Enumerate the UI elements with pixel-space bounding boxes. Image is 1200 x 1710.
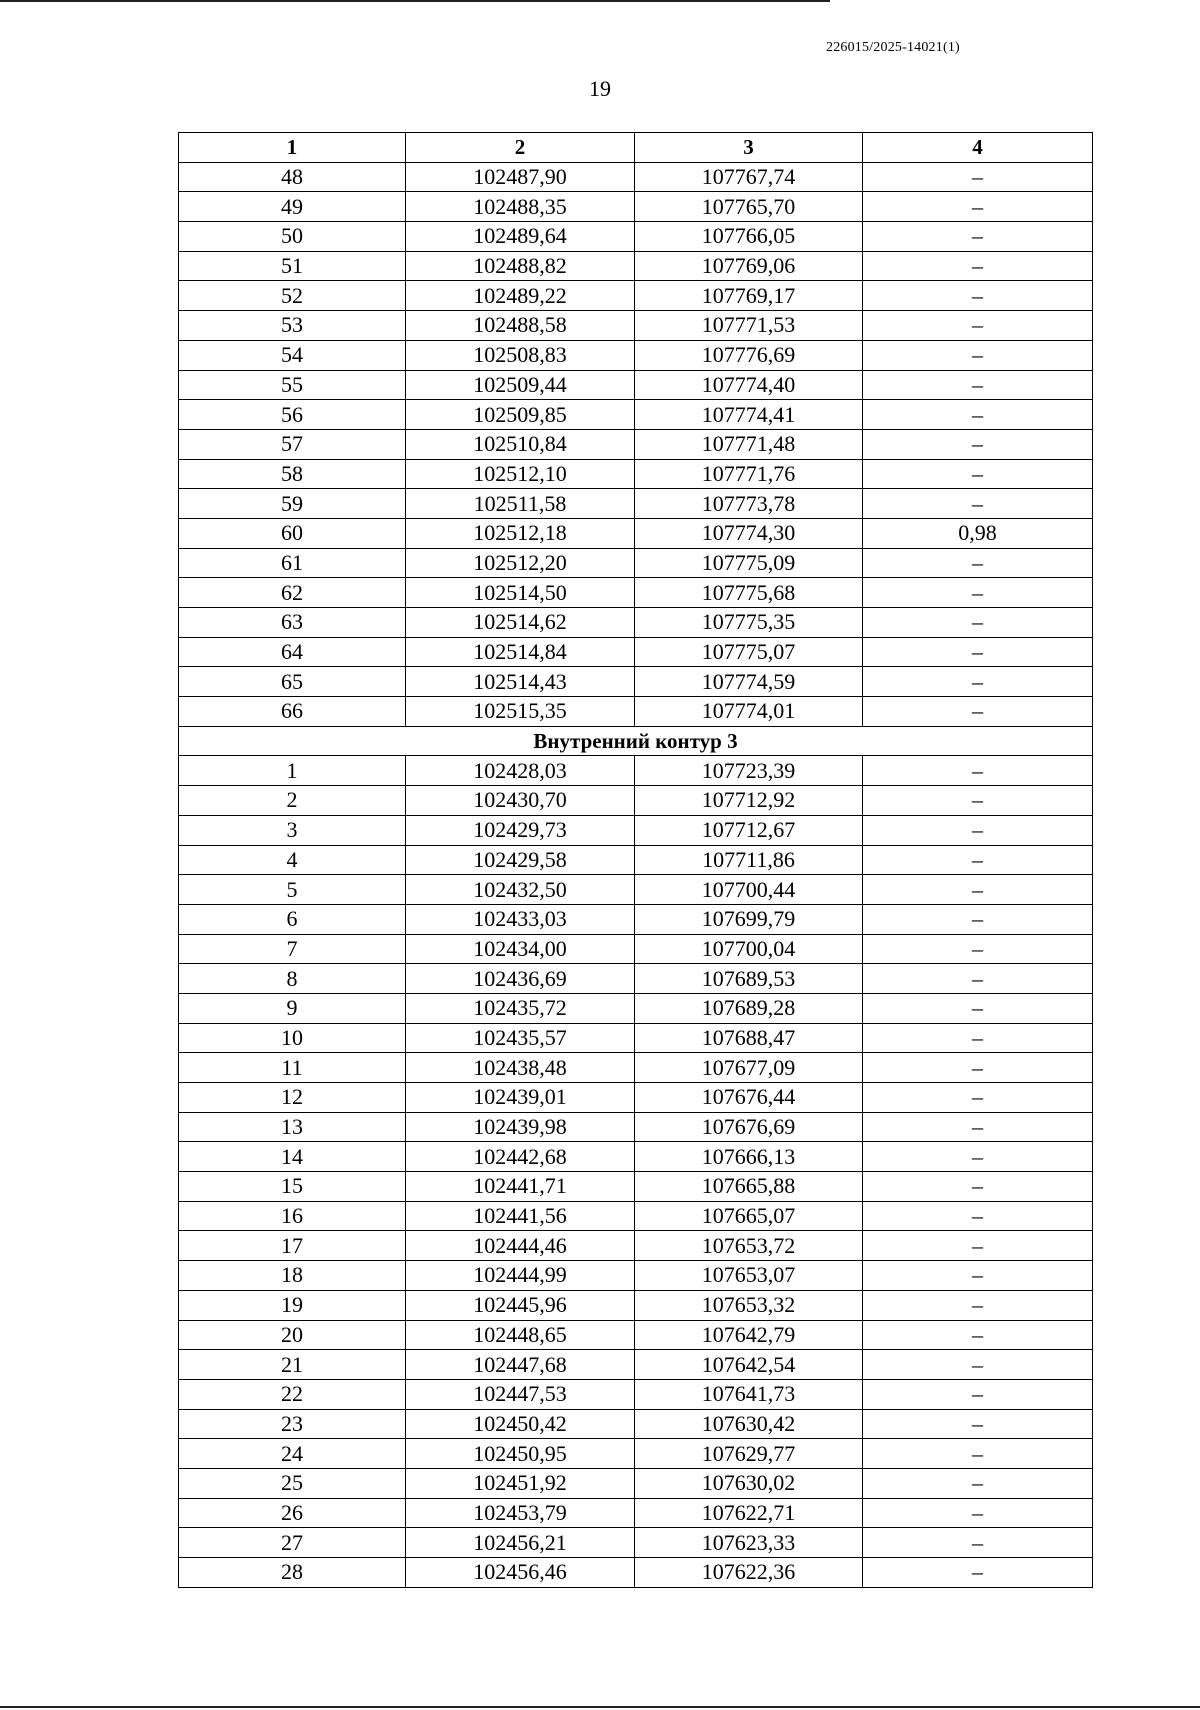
point-number-cell: 59 [179,489,406,519]
x-coordinate-cell: 102514,84 [406,637,635,667]
y-coordinate-cell: 107711,86 [635,845,863,875]
y-coordinate-cell: 107771,76 [635,459,863,489]
y-coordinate-cell: 107765,70 [635,192,863,222]
value-cell: – [863,1320,1093,1350]
point-number-cell: 23 [179,1409,406,1439]
point-number-cell: 5 [179,875,406,905]
y-coordinate-cell: 107676,44 [635,1083,863,1113]
value-cell: – [863,904,1093,934]
value-cell: – [863,459,1093,489]
y-coordinate-cell: 107775,68 [635,578,863,608]
y-coordinate-cell: 107622,71 [635,1498,863,1528]
point-number-cell: 55 [179,370,406,400]
y-coordinate-cell: 107774,30 [635,518,863,548]
table-row [179,548,1093,578]
x-coordinate-cell: 102433,03 [406,904,635,934]
y-coordinate-cell: 107653,32 [635,1290,863,1320]
y-coordinate-cell: 107774,40 [635,370,863,400]
table-row [179,1320,1093,1350]
x-coordinate-cell: 102439,98 [406,1112,635,1142]
x-coordinate-cell: 102514,62 [406,608,635,638]
table-header-row [179,133,1093,163]
top-scan-edge [0,0,830,2]
y-coordinate-cell: 107712,67 [635,815,863,845]
point-number-cell: 19 [179,1290,406,1320]
table-row [179,815,1093,845]
point-number-cell: 48 [179,162,406,192]
y-coordinate-cell: 107677,09 [635,1053,863,1083]
table-row [179,1112,1093,1142]
value-cell: – [863,1558,1093,1588]
x-coordinate-cell: 102487,90 [406,162,635,192]
y-coordinate-cell: 107629,77 [635,1439,863,1469]
point-number-cell: 9 [179,993,406,1023]
table-body-inner-contour [179,756,1093,1587]
value-cell: – [863,1409,1093,1439]
y-coordinate-cell: 107771,48 [635,429,863,459]
point-number-cell: 15 [179,1172,406,1202]
table-row [179,370,1093,400]
table-row [179,697,1093,727]
table-row [179,1558,1093,1588]
point-number-cell: 58 [179,459,406,489]
y-coordinate-cell: 107774,01 [635,697,863,727]
y-coordinate-cell: 107642,79 [635,1320,863,1350]
y-coordinate-cell: 107689,53 [635,964,863,994]
point-number-cell: 7 [179,934,406,964]
x-coordinate-cell: 102509,44 [406,370,635,400]
x-coordinate-cell: 102444,46 [406,1231,635,1261]
value-cell: – [863,311,1093,341]
table-row [179,1350,1093,1380]
point-number-cell: 10 [179,1023,406,1053]
point-number-cell: 14 [179,1142,406,1172]
x-coordinate-cell: 102489,64 [406,222,635,252]
table-row [179,1468,1093,1498]
x-coordinate-cell: 102442,68 [406,1142,635,1172]
value-cell: – [863,400,1093,430]
value-cell: – [863,934,1093,964]
value-cell: – [863,281,1093,311]
table-row [179,1201,1093,1231]
value-cell: – [863,875,1093,905]
point-number-cell: 63 [179,608,406,638]
x-coordinate-cell: 102456,46 [406,1558,635,1588]
table-row [179,904,1093,934]
table-row [179,222,1093,252]
value-cell: 0,98 [863,518,1093,548]
table-row [179,489,1093,519]
x-coordinate-cell: 102428,03 [406,756,635,786]
y-coordinate-cell: 107665,88 [635,1172,863,1202]
document-number: 226015/2025-14021(1) [826,40,960,55]
x-coordinate-cell: 102439,01 [406,1083,635,1113]
x-coordinate-cell: 102429,58 [406,845,635,875]
point-number-cell: 12 [179,1083,406,1113]
table-row [179,1409,1093,1439]
x-coordinate-cell: 102435,57 [406,1023,635,1053]
point-number-cell: 65 [179,667,406,697]
table-row [179,1290,1093,1320]
table-row [179,667,1093,697]
bottom-scan-edge [0,1706,1200,1708]
y-coordinate-cell: 107775,35 [635,608,863,638]
point-number-cell: 11 [179,1053,406,1083]
point-number-cell: 57 [179,429,406,459]
point-number-cell: 60 [179,518,406,548]
y-coordinate-cell: 107771,53 [635,311,863,341]
point-number-cell: 13 [179,1112,406,1142]
x-coordinate-cell: 102515,35 [406,697,635,727]
x-coordinate-cell: 102509,85 [406,400,635,430]
table-row [179,518,1093,548]
y-coordinate-cell: 107766,05 [635,222,863,252]
table-row [179,1142,1093,1172]
point-number-cell: 53 [179,311,406,341]
section-title-row [179,726,1093,756]
point-number-cell: 51 [179,251,406,281]
point-number-cell: 24 [179,1439,406,1469]
x-coordinate-cell: 102510,84 [406,429,635,459]
table-row [179,1261,1093,1291]
x-coordinate-cell: 102434,00 [406,934,635,964]
value-cell: – [863,192,1093,222]
point-number-cell: 20 [179,1320,406,1350]
y-coordinate-cell: 107676,69 [635,1112,863,1142]
y-coordinate-cell: 107769,06 [635,251,863,281]
value-cell: – [863,1231,1093,1261]
value-cell: – [863,845,1093,875]
y-coordinate-cell: 107666,13 [635,1142,863,1172]
table-row [179,251,1093,281]
point-number-cell: 22 [179,1379,406,1409]
coordinates-table-wrapper [178,132,1092,1588]
x-coordinate-cell: 102508,83 [406,340,635,370]
value-cell: – [863,548,1093,578]
section-title: Внутренний контур 3 [179,726,1093,756]
value-cell: – [863,637,1093,667]
table-row [179,1231,1093,1261]
value-cell: – [863,993,1093,1023]
table-row [179,1498,1093,1528]
point-number-cell: 1 [179,756,406,786]
x-coordinate-cell: 102488,82 [406,251,635,281]
value-cell: – [863,370,1093,400]
value-cell: – [863,964,1093,994]
x-coordinate-cell: 102511,58 [406,489,635,519]
point-number-cell: 21 [179,1350,406,1380]
y-coordinate-cell: 107630,42 [635,1409,863,1439]
column-header: 3 [635,133,863,163]
point-number-cell: 52 [179,281,406,311]
value-cell: – [863,162,1093,192]
point-number-cell: 66 [179,697,406,727]
y-coordinate-cell: 107774,59 [635,667,863,697]
point-number-cell: 50 [179,222,406,252]
point-number-cell: 17 [179,1231,406,1261]
table-row [179,756,1093,786]
value-cell: – [863,815,1093,845]
table-row [179,1083,1093,1113]
table-row [179,608,1093,638]
table-row [179,578,1093,608]
value-cell: – [863,1261,1093,1291]
value-cell: – [863,1023,1093,1053]
value-cell: – [863,1142,1093,1172]
table-row [179,400,1093,430]
y-coordinate-cell: 107642,54 [635,1350,863,1380]
value-cell: – [863,251,1093,281]
table-row [179,786,1093,816]
section-divider [179,726,1093,756]
value-cell: – [863,608,1093,638]
value-cell: – [863,756,1093,786]
table-row [179,281,1093,311]
x-coordinate-cell: 102453,79 [406,1498,635,1528]
point-number-cell: 54 [179,340,406,370]
y-coordinate-cell: 107665,07 [635,1201,863,1231]
x-coordinate-cell: 102448,65 [406,1320,635,1350]
y-coordinate-cell: 107622,36 [635,1558,863,1588]
column-header: 4 [863,133,1093,163]
x-coordinate-cell: 102514,43 [406,667,635,697]
y-coordinate-cell: 107712,92 [635,786,863,816]
column-header: 1 [179,133,406,163]
table-row [179,1439,1093,1469]
table-row [179,964,1093,994]
y-coordinate-cell: 107699,79 [635,904,863,934]
point-number-cell: 3 [179,815,406,845]
table-row [179,993,1093,1023]
x-coordinate-cell: 102430,70 [406,786,635,816]
x-coordinate-cell: 102512,20 [406,548,635,578]
value-cell: – [863,697,1093,727]
x-coordinate-cell: 102451,92 [406,1468,635,1498]
y-coordinate-cell: 107723,39 [635,756,863,786]
point-number-cell: 27 [179,1528,406,1558]
y-coordinate-cell: 107769,17 [635,281,863,311]
point-number-cell: 6 [179,904,406,934]
x-coordinate-cell: 102441,56 [406,1201,635,1231]
table-body-main [179,162,1093,726]
y-coordinate-cell: 107688,47 [635,1023,863,1053]
table-row [179,1528,1093,1558]
x-coordinate-cell: 102512,10 [406,459,635,489]
table-row [179,1053,1093,1083]
value-cell: – [863,1528,1093,1558]
x-coordinate-cell: 102456,21 [406,1528,635,1558]
value-cell: – [863,1379,1093,1409]
y-coordinate-cell: 107653,07 [635,1261,863,1291]
page-number: 19 [589,76,611,101]
value-cell: – [863,429,1093,459]
point-number-cell: 28 [179,1558,406,1588]
value-cell: – [863,1498,1093,1528]
x-coordinate-cell: 102450,42 [406,1409,635,1439]
x-coordinate-cell: 102429,73 [406,815,635,845]
value-cell: – [863,222,1093,252]
x-coordinate-cell: 102436,69 [406,964,635,994]
point-number-cell: 26 [179,1498,406,1528]
y-coordinate-cell: 107623,33 [635,1528,863,1558]
point-number-cell: 16 [179,1201,406,1231]
point-number-cell: 64 [179,637,406,667]
column-header: 2 [406,133,635,163]
table-row [179,429,1093,459]
y-coordinate-cell: 107775,07 [635,637,863,667]
table-row [179,934,1093,964]
table-row [179,1023,1093,1053]
x-coordinate-cell: 102489,22 [406,281,635,311]
x-coordinate-cell: 102512,18 [406,518,635,548]
value-cell: – [863,489,1093,519]
x-coordinate-cell: 102447,68 [406,1350,635,1380]
y-coordinate-cell: 107776,69 [635,340,863,370]
table-row [179,1379,1093,1409]
point-number-cell: 25 [179,1468,406,1498]
value-cell: – [863,1290,1093,1320]
y-coordinate-cell: 107774,41 [635,400,863,430]
value-cell: – [863,1172,1093,1202]
point-number-cell: 8 [179,964,406,994]
point-number-cell: 62 [179,578,406,608]
value-cell: – [863,667,1093,697]
table-row [179,875,1093,905]
value-cell: – [863,1053,1093,1083]
value-cell: – [863,1439,1093,1469]
y-coordinate-cell: 107630,02 [635,1468,863,1498]
x-coordinate-cell: 102488,58 [406,311,635,341]
point-number-cell: 18 [179,1261,406,1291]
value-cell: – [863,1083,1093,1113]
table-row [179,340,1093,370]
y-coordinate-cell: 107700,44 [635,875,863,905]
table-row [179,162,1093,192]
table-row [179,459,1093,489]
x-coordinate-cell: 102432,50 [406,875,635,905]
table-row [179,845,1093,875]
point-number-cell: 61 [179,548,406,578]
value-cell: – [863,578,1093,608]
table-row [179,192,1093,222]
x-coordinate-cell: 102441,71 [406,1172,635,1202]
x-coordinate-cell: 102435,72 [406,993,635,1023]
x-coordinate-cell: 102450,95 [406,1439,635,1469]
y-coordinate-cell: 107775,09 [635,548,863,578]
coordinates-table [178,132,1093,1588]
value-cell: – [863,1350,1093,1380]
y-coordinate-cell: 107689,28 [635,993,863,1023]
y-coordinate-cell: 107767,74 [635,162,863,192]
x-coordinate-cell: 102438,48 [406,1053,635,1083]
value-cell: – [863,786,1093,816]
point-number-cell: 2 [179,786,406,816]
x-coordinate-cell: 102444,99 [406,1261,635,1291]
table-row [179,311,1093,341]
x-coordinate-cell: 102514,50 [406,578,635,608]
point-number-cell: 4 [179,845,406,875]
point-number-cell: 56 [179,400,406,430]
value-cell: – [863,1112,1093,1142]
table-row [179,637,1093,667]
point-number-cell: 49 [179,192,406,222]
value-cell: – [863,340,1093,370]
value-cell: – [863,1201,1093,1231]
y-coordinate-cell: 107653,72 [635,1231,863,1261]
x-coordinate-cell: 102447,53 [406,1379,635,1409]
table-row [179,1172,1093,1202]
value-cell: – [863,1468,1093,1498]
x-coordinate-cell: 102445,96 [406,1290,635,1320]
y-coordinate-cell: 107773,78 [635,489,863,519]
y-coordinate-cell: 107641,73 [635,1379,863,1409]
y-coordinate-cell: 107700,04 [635,934,863,964]
x-coordinate-cell: 102488,35 [406,192,635,222]
